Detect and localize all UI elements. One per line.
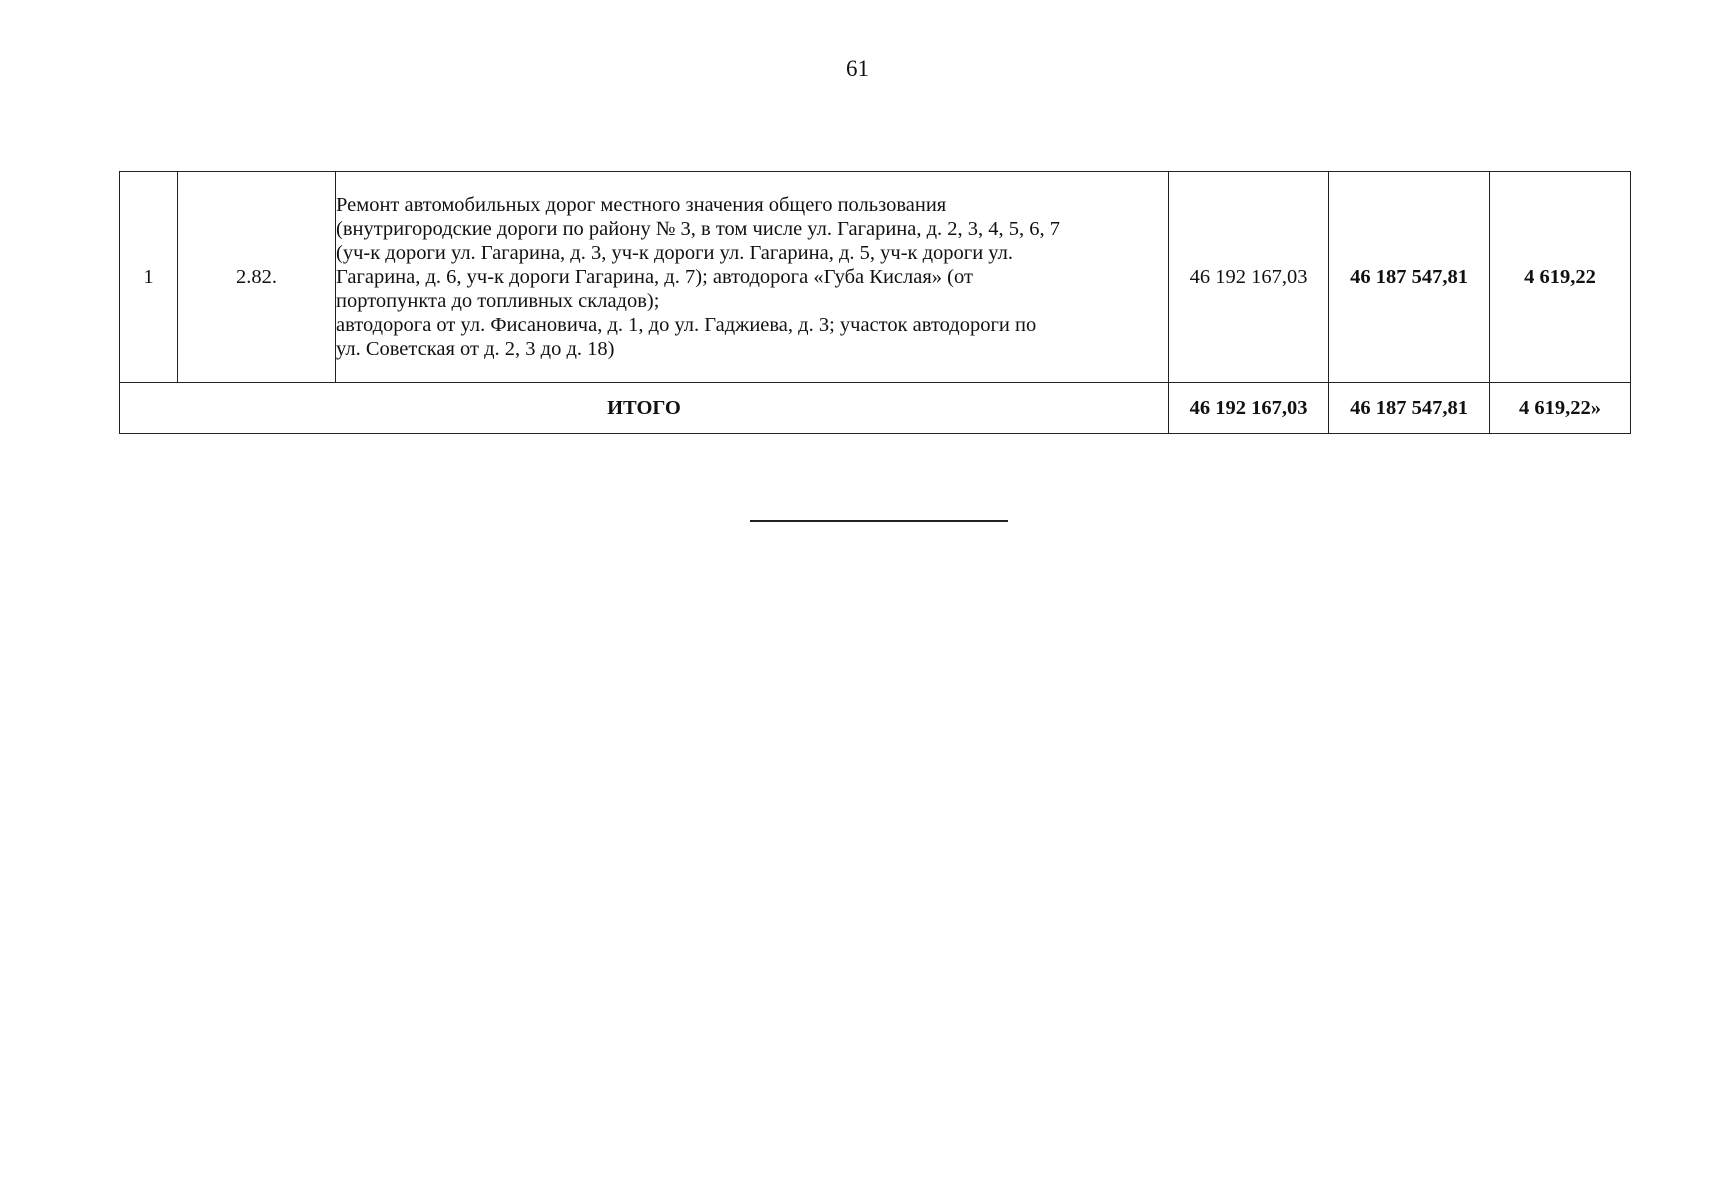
total-label-cell: ИТОГО [120, 383, 1169, 434]
total-value-2-cell: 46 187 547,81 [1329, 383, 1490, 434]
footer-divider [750, 520, 1008, 522]
page-number: 61 [846, 56, 869, 81]
value-3-cell: 4 619,22 [1490, 172, 1631, 383]
description-line: портопункта до топливных складов); [336, 290, 660, 312]
description-line: Ремонт автомобильных дорог местного значения общего пользования [336, 194, 947, 216]
description-line: ул. Советская от д. 2, 3 до д. 18) [336, 338, 615, 360]
description-line: автодорога от ул. Фисановича, д. 1, до ул. Гаджиева, д. 3; участок автодороги по [336, 314, 1037, 336]
budget-table [119, 171, 1631, 434]
item-code-cell: 2.82. [178, 172, 336, 383]
value-1-cell: 46 192 167,03 [1169, 172, 1329, 383]
description-line: Гагарина, д. 6, уч-к дороги Гагарина, д. 7); автодорога «Губа Кислая» (от [336, 266, 973, 288]
table-row [120, 172, 1631, 383]
total-value-1-cell: 46 192 167,03 [1169, 383, 1329, 434]
description-line: (внутригородские дороги по району № 3, в том числе ул. Гагарина, д. 2, 3, 4, 5, 6, 7 [336, 218, 1061, 240]
description-line: (уч-к дороги ул. Гагарина, д. 3, уч-к дороги ул. Гагарина, д. 5, уч-к дороги ул. [336, 242, 1013, 264]
row-number-cell: 1 [120, 172, 178, 383]
description-cell [336, 172, 1169, 383]
total-row [120, 383, 1631, 434]
total-value-3-cell: 4 619,22» [1490, 383, 1631, 434]
value-2-cell: 46 187 547,81 [1329, 172, 1490, 383]
